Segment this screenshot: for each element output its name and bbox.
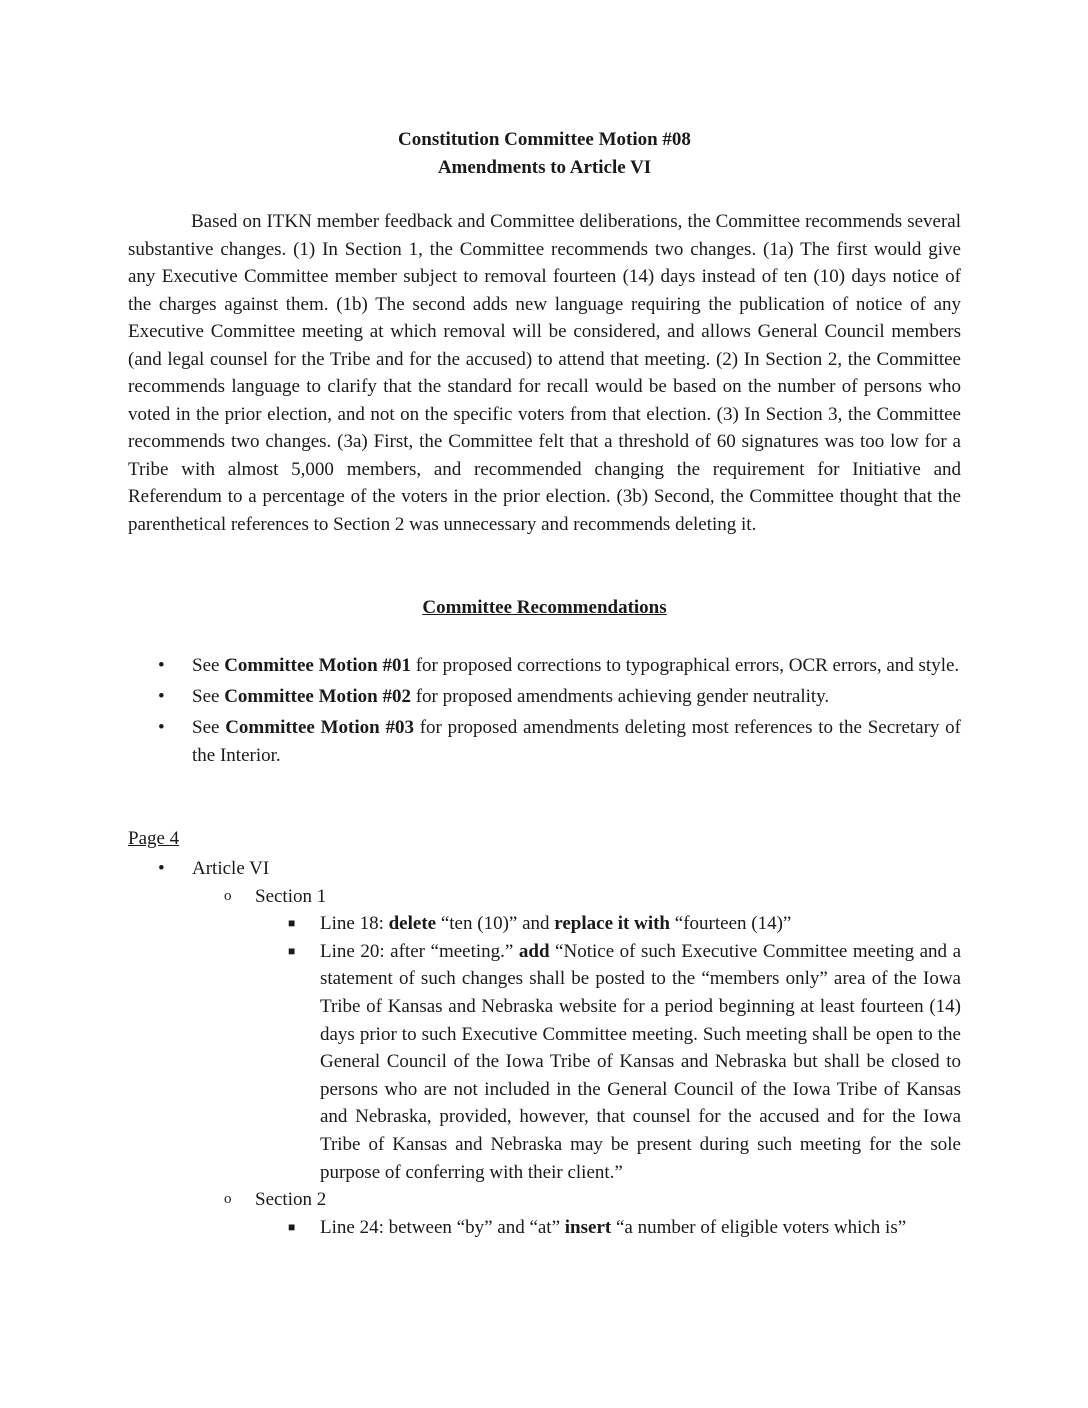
line-text: “a number of eligible voters which is” — [611, 1216, 907, 1238]
intro-paragraph: Based on ITKN member feedback and Committee deliberations, the Committee recommends several substantive changes. (1) In Section 1, the Committee recommends two changes. (1a) The first would give any Executive Committee member subject to removal fourteen (14) days instead of ten (10) days notice of the charges against them. (1b) The second adds new language requiring the publication of notice of any Executive Committee meeting at which removal will be considered, and allows General Council members (and legal counsel for the Tribe and for the accused) to attend that meeting. (2) In Section 2, the Committee recommends language to clarify that the standard for recall would be based on the number of persons who voted in the prior election, and not on the specific voters from that election. (3) In Section 3, the Committee recommends two changes. (3a) First, the Committee felt that a threshold of 60 signatures was too low for a Tribe with almost 5,000 members, and recommended changing the requirement for Initiative and Referendum to a percentage of the voters in the prior election. (3b) Second, the Committee thought that the parenthetical references to Section 2 was unnecessary and recommends deleting it. — [128, 211, 961, 535]
action-replace: replace it with — [554, 913, 671, 935]
square-bullet-icon: ■ — [288, 943, 296, 958]
action-add: add — [518, 940, 550, 962]
square-bullet-icon: ■ — [288, 916, 296, 931]
circle-bullet-icon: o — [224, 887, 232, 904]
item-prefix: See — [192, 686, 225, 707]
section-label: Section 2 — [255, 1189, 327, 1211]
square-bullet-icon: ■ — [288, 1219, 296, 1234]
outline-article — [128, 855, 961, 883]
item-suffix: for proposed amendments achieving gender neutrality. — [410, 686, 830, 707]
bullet-icon: • — [158, 717, 165, 738]
amendment-outline — [128, 855, 961, 1241]
motion-reference: Committee Motion #01 — [224, 655, 411, 676]
line-text: “Notice of such Executive Committee meeting and a statement of such changes shall be posted to the “members only” area of the Iowa Tribe of Kansas and Nebraska website for a period beginning at least fourteen (14) days prior to such Executive Committee meeting. Such meeting shall be open to the General Council of the Iowa Tribe of Kansas and Nebraska but shall be closed to persons who are not included in the General Council of the Iowa Tribe of Kansas and Nebraska, provided, however, that counsel for the accused and for the Iowa Tribe of Kansas and Nebraska may be present during such meeting for the sole purpose of conferring with their client.” — [320, 940, 962, 1183]
outline-line-18 — [128, 910, 961, 938]
action-delete: delete — [388, 913, 437, 935]
item-suffix: for proposed corrections to typographical errors, OCR errors, and style. — [410, 655, 960, 676]
line-prefix: Line 24: between “by” and “at” — [320, 1216, 565, 1238]
recommendations-heading-text: Committee Recommendations — [422, 597, 667, 618]
article-label: Article VI — [192, 858, 270, 879]
motion-reference: Committee Motion #03 — [225, 717, 414, 738]
page-reference-label: Page 4 — [128, 828, 180, 849]
bullet-icon: • — [158, 858, 165, 879]
document-subtitle: Amendments to Article VI — [437, 157, 652, 178]
list-item — [128, 714, 961, 770]
document-title: Constitution Committee Motion #08 — [398, 129, 691, 150]
motion-reference: Committee Motion #02 — [224, 686, 411, 707]
recommendations-list — [128, 652, 961, 773]
action-insert: insert — [564, 1216, 612, 1238]
outline-line-24 — [128, 1214, 961, 1242]
list-item — [128, 652, 961, 680]
line-text: “ten (10)” and — [436, 913, 555, 935]
recommendations-heading — [128, 594, 961, 622]
outline-section-2 — [128, 1186, 961, 1214]
section-label: Section 1 — [255, 885, 327, 907]
outline-section-1 — [128, 883, 961, 911]
line-prefix: Line 18: — [320, 913, 389, 935]
line-prefix: Line 20: after “meeting.” — [320, 940, 519, 962]
bullet-icon: • — [158, 655, 165, 676]
item-prefix: See — [192, 717, 226, 738]
line-text: “fourteen (14)” — [670, 913, 792, 935]
item-prefix: See — [192, 655, 225, 676]
circle-bullet-icon: o — [224, 1191, 232, 1208]
list-item — [128, 683, 961, 711]
bullet-icon: • — [158, 686, 165, 707]
outline-line-20 — [128, 938, 961, 1186]
item-suffix: for proposed amendments deleting most references to the Secretary of the Interior. — [192, 717, 962, 766]
